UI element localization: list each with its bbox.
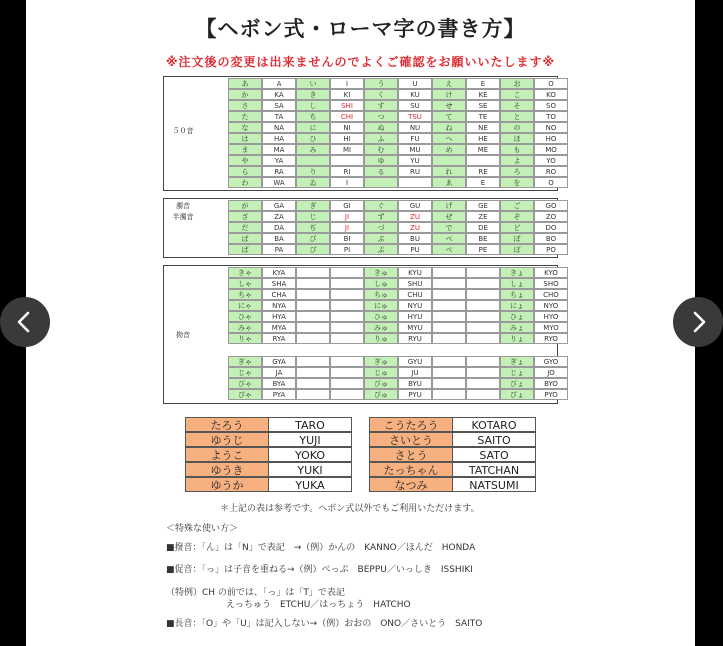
- romaji-cell: [432, 356, 466, 367]
- romaji-cell: KU: [398, 89, 432, 100]
- label-basic: ５０音: [172, 127, 194, 135]
- romaji-cell: [432, 378, 466, 389]
- romaji-cell: NYA: [262, 300, 296, 311]
- romaji-cell: PYA: [262, 389, 296, 400]
- romaji-cell: I: [330, 78, 364, 89]
- romaji-cell: HYU: [398, 311, 432, 322]
- kana-cell: ぎょ: [500, 356, 534, 367]
- romaji-cell: BA: [262, 233, 296, 244]
- romaji-cell: GE: [466, 200, 500, 211]
- kana-cell: [364, 177, 398, 188]
- kana-cell: に: [296, 122, 330, 133]
- romaji-cell: [466, 267, 500, 278]
- example-romaji: YUJI: [268, 432, 352, 447]
- kana-cell: も: [500, 144, 534, 155]
- kana-cell: じょ: [500, 367, 534, 378]
- romaji-cell: KYU: [398, 267, 432, 278]
- label-handakuon: 半濁音: [172, 213, 194, 221]
- kana-cell: ゆ: [364, 155, 398, 166]
- romaji-cell: PYU: [398, 389, 432, 400]
- kana-cell: ぞ: [500, 211, 534, 222]
- romaji-cell: HYA: [262, 311, 296, 322]
- romaji-cell: SHA: [262, 278, 296, 289]
- rule-exception-1: （特例）CH の前では、「っ」は「T」で表記: [166, 588, 345, 598]
- example-romaji: KOTARO: [452, 417, 536, 432]
- kana-cell: びゅ: [364, 378, 398, 389]
- romaji-cell: NE: [466, 122, 500, 133]
- kana-cell: じゃ: [228, 367, 262, 378]
- romaji-cell: KA: [262, 89, 296, 100]
- kana-cell: す: [364, 100, 398, 111]
- romaji-cell: GU: [398, 200, 432, 211]
- example-kana: こうたろう: [369, 417, 453, 432]
- kana-cell: ぴ: [296, 244, 330, 255]
- kana-cell: か: [228, 89, 262, 100]
- kana-cell: [432, 155, 466, 166]
- kana-cell: みょ: [500, 322, 534, 333]
- romaji-cell: PE: [466, 244, 500, 255]
- romaji-cell: SE: [466, 100, 500, 111]
- kana-cell: ぎゃ: [228, 356, 262, 367]
- romaji-cell: JI: [330, 222, 364, 233]
- kana-cell: こ: [500, 89, 534, 100]
- romaji-cell: [296, 322, 330, 333]
- romaji-cell: [296, 311, 330, 322]
- romaji-cell: BO: [534, 233, 568, 244]
- kana-cell: ぱ: [228, 244, 262, 255]
- romaji-cell: GO: [534, 200, 568, 211]
- romaji-cell: NO: [534, 122, 568, 133]
- romaji-cell: JI: [330, 211, 364, 222]
- kana-cell: にょ: [500, 300, 534, 311]
- romaji-cell: RA: [262, 166, 296, 177]
- romaji-cell: [432, 300, 466, 311]
- kana-cell: た: [228, 111, 262, 122]
- example-romaji: SATO: [452, 447, 536, 462]
- kana-cell: よ: [500, 155, 534, 166]
- kana-cell: ゐ: [296, 177, 330, 188]
- kana-cell: ぎゅ: [364, 356, 398, 367]
- kana-cell: りゅ: [364, 333, 398, 344]
- kana-cell: べ: [432, 233, 466, 244]
- label-dakuon: 濁音: [176, 202, 190, 210]
- kana-cell: ち: [296, 111, 330, 122]
- kana-cell: しゅ: [364, 278, 398, 289]
- kana-cell: め: [432, 144, 466, 155]
- example-romaji: YOKO: [268, 447, 352, 462]
- kana-cell: ぽ: [500, 244, 534, 255]
- romaji-cell: U: [398, 78, 432, 89]
- romaji-cell: CHU: [398, 289, 432, 300]
- label-youon: 拗音: [176, 331, 190, 339]
- kana-cell: ちゃ: [228, 289, 262, 300]
- romaji-cell: [466, 289, 500, 300]
- romaji-cell: [432, 267, 466, 278]
- kana-cell: が: [228, 200, 262, 211]
- example-kana: たっちゃん: [369, 462, 453, 477]
- kana-cell: [296, 155, 330, 166]
- document-title: 【ヘボン式・ローマ字の書き方】: [195, 17, 526, 41]
- romaji-cell: [330, 267, 364, 278]
- kana-cell: ず: [364, 211, 398, 222]
- romaji-cell: ZA: [262, 211, 296, 222]
- example-kana: なつみ: [369, 477, 453, 492]
- kana-cell: しょ: [500, 278, 534, 289]
- kana-cell: で: [432, 222, 466, 233]
- romaji-cell: E: [466, 78, 500, 89]
- kana-cell: ご: [500, 200, 534, 211]
- romaji-cell: JA: [262, 367, 296, 378]
- romaji-cell: MA: [262, 144, 296, 155]
- kana-cell: みゃ: [228, 322, 262, 333]
- kana-cell: ぬ: [364, 122, 398, 133]
- kana-cell: みゅ: [364, 322, 398, 333]
- romaji-cell: FU: [398, 133, 432, 144]
- kana-cell: な: [228, 122, 262, 133]
- kana-cell: づ: [364, 222, 398, 233]
- kana-cell: ほ: [500, 133, 534, 144]
- kana-cell: ゑ: [432, 177, 466, 188]
- romaji-cell: I: [330, 177, 364, 188]
- order-notice: ※注文後の変更は出来ませんのでよくご確認をお願いいたします※: [165, 55, 556, 69]
- romaji-cell: [432, 389, 466, 400]
- kana-cell: み: [296, 144, 330, 155]
- romaji-cell: KO: [534, 89, 568, 100]
- romaji-cell: MYA: [262, 322, 296, 333]
- kana-cell: え: [432, 78, 466, 89]
- romaji-cell: ZE: [466, 211, 500, 222]
- kana-cell: にゃ: [228, 300, 262, 311]
- romaji-cell: TO: [534, 111, 568, 122]
- romaji-cell: MYO: [534, 322, 568, 333]
- romaji-cell: KYO: [534, 267, 568, 278]
- romaji-cell: YU: [398, 155, 432, 166]
- rule-exception-2: えっちゅう ETCHU／はっちょう HATCHO: [226, 600, 411, 610]
- romaji-cell: RYU: [398, 333, 432, 344]
- kana-cell: う: [364, 78, 398, 89]
- romaji-cell: [330, 311, 364, 322]
- romaji-cell: BI: [330, 233, 364, 244]
- example-romaji: TATCHAN: [452, 462, 536, 477]
- kana-cell: ぐ: [364, 200, 398, 211]
- romaji-cell: [432, 278, 466, 289]
- prev-button[interactable]: [0, 297, 50, 347]
- kana-cell: や: [228, 155, 262, 166]
- romaji-cell: [432, 367, 466, 378]
- romaji-cell: A: [262, 78, 296, 89]
- romaji-cell: SHO: [534, 278, 568, 289]
- romaji-cell: WA: [262, 177, 296, 188]
- kana-cell: む: [364, 144, 398, 155]
- kana-cell: きょ: [500, 267, 534, 278]
- romaji-cell: [330, 367, 364, 378]
- romaji-cell: [466, 278, 500, 289]
- romaji-cell: [296, 267, 330, 278]
- kana-cell: ど: [500, 222, 534, 233]
- romaji-cell: GYO: [534, 356, 568, 367]
- example-kana: ゆうき: [185, 462, 269, 477]
- romaji-cell: JO: [534, 367, 568, 378]
- romaji-cell: BYU: [398, 378, 432, 389]
- kana-cell: り: [296, 166, 330, 177]
- romaji-cell: [466, 311, 500, 322]
- romaji-cell: [466, 389, 500, 400]
- kana-cell: て: [432, 111, 466, 122]
- example-romaji: SAITO: [452, 432, 536, 447]
- romaji-cell: [330, 155, 364, 166]
- kana-cell: ま: [228, 144, 262, 155]
- example-kana: さいとう: [369, 432, 453, 447]
- kana-cell: け: [432, 89, 466, 100]
- romaji-cell: E: [466, 177, 500, 188]
- romaji-cell: GI: [330, 200, 364, 211]
- romaji-cell: [296, 278, 330, 289]
- romaji-cell: [466, 322, 500, 333]
- romaji-cell: GYA: [262, 356, 296, 367]
- kana-cell: りょ: [500, 333, 534, 344]
- kana-cell: ちゅ: [364, 289, 398, 300]
- romaji-cell: DE: [466, 222, 500, 233]
- romaji-cell: NI: [330, 122, 364, 133]
- romaji-cell: GYU: [398, 356, 432, 367]
- romaji-cell: TA: [262, 111, 296, 122]
- romaji-cell: SO: [534, 100, 568, 111]
- kana-cell: ひょ: [500, 311, 534, 322]
- kana-cell: ひ: [296, 133, 330, 144]
- romaji-cell: [330, 356, 364, 367]
- kana-cell: わ: [228, 177, 262, 188]
- kana-cell: る: [364, 166, 398, 177]
- romaji-cell: NA: [262, 122, 296, 133]
- romaji-cell: KE: [466, 89, 500, 100]
- special-heading: ＜特殊な使い方＞: [166, 524, 239, 534]
- romaji-cell: [296, 378, 330, 389]
- kana-cell: を: [500, 177, 534, 188]
- kana-cell: せ: [432, 100, 466, 111]
- kana-cell: つ: [364, 111, 398, 122]
- romaji-cell: [466, 333, 500, 344]
- romaji-cell: [466, 356, 500, 367]
- romaji-cell: YO: [534, 155, 568, 166]
- kana-cell: あ: [228, 78, 262, 89]
- kana-cell: ぎ: [296, 200, 330, 211]
- rule-n: ■撥音：「ん」は「N」で表記 →（例）かんの KANNO／ほんだ HONDA: [166, 543, 476, 553]
- kana-cell: ぺ: [432, 244, 466, 255]
- romaji-cell: [330, 389, 364, 400]
- kana-cell: ば: [228, 233, 262, 244]
- romaji-cell: TSU: [398, 111, 432, 122]
- kana-cell: ろ: [500, 166, 534, 177]
- romaji-cell: RI: [330, 166, 364, 177]
- romaji-cell: RO: [534, 166, 568, 177]
- kana-cell: しゃ: [228, 278, 262, 289]
- romaji-cell: [330, 333, 364, 344]
- romaji-cell: O: [534, 78, 568, 89]
- romaji-cell: [432, 311, 466, 322]
- kana-cell: ぷ: [364, 244, 398, 255]
- romaji-cell: TE: [466, 111, 500, 122]
- romaji-cell: O: [534, 177, 568, 188]
- romaji-cell: HE: [466, 133, 500, 144]
- romaji-cell: YA: [262, 155, 296, 166]
- romaji-cell: PA: [262, 244, 296, 255]
- romaji-cell: MO: [534, 144, 568, 155]
- example-romaji: TARO: [268, 417, 352, 432]
- example-kana: ようこ: [185, 447, 269, 462]
- romaji-cell: MU: [398, 144, 432, 155]
- romaji-cell: ZU: [398, 222, 432, 233]
- example-kana: ゆうじ: [185, 432, 269, 447]
- chevron-right-icon: [686, 310, 710, 334]
- romaji-cell: RE: [466, 166, 500, 177]
- romaji-cell: HO: [534, 133, 568, 144]
- romaji-cell: [296, 389, 330, 400]
- kana-cell: と: [500, 111, 534, 122]
- example-kana: たろう: [185, 417, 269, 432]
- romaji-cell: ZO: [534, 211, 568, 222]
- romaji-cell: SHU: [398, 278, 432, 289]
- example-romaji: YUKI: [268, 462, 352, 477]
- kana-cell: き: [296, 89, 330, 100]
- kana-cell: ひゃ: [228, 311, 262, 322]
- romaji-cell: PU: [398, 244, 432, 255]
- kana-cell: く: [364, 89, 398, 100]
- example-kana: さとう: [369, 447, 453, 462]
- kana-cell: ちょ: [500, 289, 534, 300]
- romaji-cell: [330, 300, 364, 311]
- kana-cell: きゃ: [228, 267, 262, 278]
- romaji-cell: [466, 300, 500, 311]
- romaji-cell: MI: [330, 144, 364, 155]
- romaji-cell: CHA: [262, 289, 296, 300]
- romaji-cell: [398, 177, 432, 188]
- kana-cell: じゅ: [364, 367, 398, 378]
- romaji-cell: NYO: [534, 300, 568, 311]
- kana-cell: さ: [228, 100, 262, 111]
- kana-cell: お: [500, 78, 534, 89]
- footnote: ＊上記の表は参考です。ヘボン式以外でもご利用いただけます。: [220, 504, 480, 514]
- romaji-cell: [296, 300, 330, 311]
- kana-cell: きゅ: [364, 267, 398, 278]
- romaji-cell: MYU: [398, 322, 432, 333]
- kana-cell: ぶ: [364, 233, 398, 244]
- romaji-cell: SU: [398, 100, 432, 111]
- kana-cell: げ: [432, 200, 466, 211]
- kana-cell: ぴゃ: [228, 389, 262, 400]
- kana-cell: ふ: [364, 133, 398, 144]
- romaji-cell: [330, 378, 364, 389]
- romaji-cell: CHI: [330, 111, 364, 122]
- romaji-cell: BYA: [262, 378, 296, 389]
- kana-cell: そ: [500, 100, 534, 111]
- kana-cell: ぼ: [500, 233, 534, 244]
- kana-cell: れ: [432, 166, 466, 177]
- romaji-cell: ME: [466, 144, 500, 155]
- romaji-cell: RYA: [262, 333, 296, 344]
- romaji-cell: PO: [534, 244, 568, 255]
- kana-cell: ぢ: [296, 222, 330, 233]
- kana-cell: ぴゅ: [364, 389, 398, 400]
- rule-long: ■長音：「O」や「U」は記入しない→（例）おおの ONO／さいとう SAITO: [166, 619, 483, 629]
- kana-cell: は: [228, 133, 262, 144]
- kana-cell: ざ: [228, 211, 262, 222]
- kana-cell: し: [296, 100, 330, 111]
- romaji-cell: [330, 322, 364, 333]
- romaji-cell: [432, 333, 466, 344]
- kana-cell: ぜ: [432, 211, 466, 222]
- romaji-cell: [432, 322, 466, 333]
- romaji-cell: [466, 378, 500, 389]
- romaji-cell: DO: [534, 222, 568, 233]
- romaji-cell: [466, 367, 500, 378]
- romaji-cell: HA: [262, 133, 296, 144]
- kana-cell: りゃ: [228, 333, 262, 344]
- romaji-cell: [296, 289, 330, 300]
- romaji-cell: BU: [398, 233, 432, 244]
- romaji-cell: HYO: [534, 311, 568, 322]
- romaji-cell: BYO: [534, 378, 568, 389]
- romaji-cell: DA: [262, 222, 296, 233]
- next-button[interactable]: [673, 297, 723, 347]
- document-image: [26, 0, 695, 646]
- romaji-cell: [296, 356, 330, 367]
- example-kana: ゆうか: [185, 477, 269, 492]
- kana-cell: の: [500, 122, 534, 133]
- romaji-cell: ZU: [398, 211, 432, 222]
- romaji-cell: RU: [398, 166, 432, 177]
- kana-cell: じ: [296, 211, 330, 222]
- romaji-cell: JU: [398, 367, 432, 378]
- romaji-cell: SA: [262, 100, 296, 111]
- romaji-cell: CHO: [534, 289, 568, 300]
- kana-cell: へ: [432, 133, 466, 144]
- romaji-cell: [296, 333, 330, 344]
- kana-cell: ぴょ: [500, 389, 534, 400]
- romaji-cell: KI: [330, 89, 364, 100]
- romaji-cell: NYU: [398, 300, 432, 311]
- romaji-cell: HI: [330, 133, 364, 144]
- romaji-cell: [330, 289, 364, 300]
- romaji-cell: PYO: [534, 389, 568, 400]
- romaji-cell: KYA: [262, 267, 296, 278]
- kana-cell: にゅ: [364, 300, 398, 311]
- romaji-cell: [432, 289, 466, 300]
- kana-cell: ね: [432, 122, 466, 133]
- rule-sokuon: ■促音：「っ」は子音を重ねる→（例）べっぷ BEPPU／いっしき ISSHIKI: [166, 565, 473, 575]
- romaji-cell: [296, 367, 330, 378]
- romaji-cell: PI: [330, 244, 364, 255]
- kana-cell: び: [296, 233, 330, 244]
- romaji-cell: BE: [466, 233, 500, 244]
- romaji-cell: NU: [398, 122, 432, 133]
- romaji-cell: [330, 278, 364, 289]
- example-romaji: NATSUMI: [452, 477, 536, 492]
- example-romaji: YUKA: [268, 477, 352, 492]
- chevron-left-icon: [13, 310, 37, 334]
- kana-cell: い: [296, 78, 330, 89]
- romaji-cell: GA: [262, 200, 296, 211]
- kana-cell: びょ: [500, 378, 534, 389]
- romaji-cell: RYO: [534, 333, 568, 344]
- kana-cell: びゃ: [228, 378, 262, 389]
- romaji-cell: [466, 155, 500, 166]
- romaji-cell: SHI: [330, 100, 364, 111]
- kana-cell: ら: [228, 166, 262, 177]
- kana-cell: だ: [228, 222, 262, 233]
- kana-cell: ひゅ: [364, 311, 398, 322]
